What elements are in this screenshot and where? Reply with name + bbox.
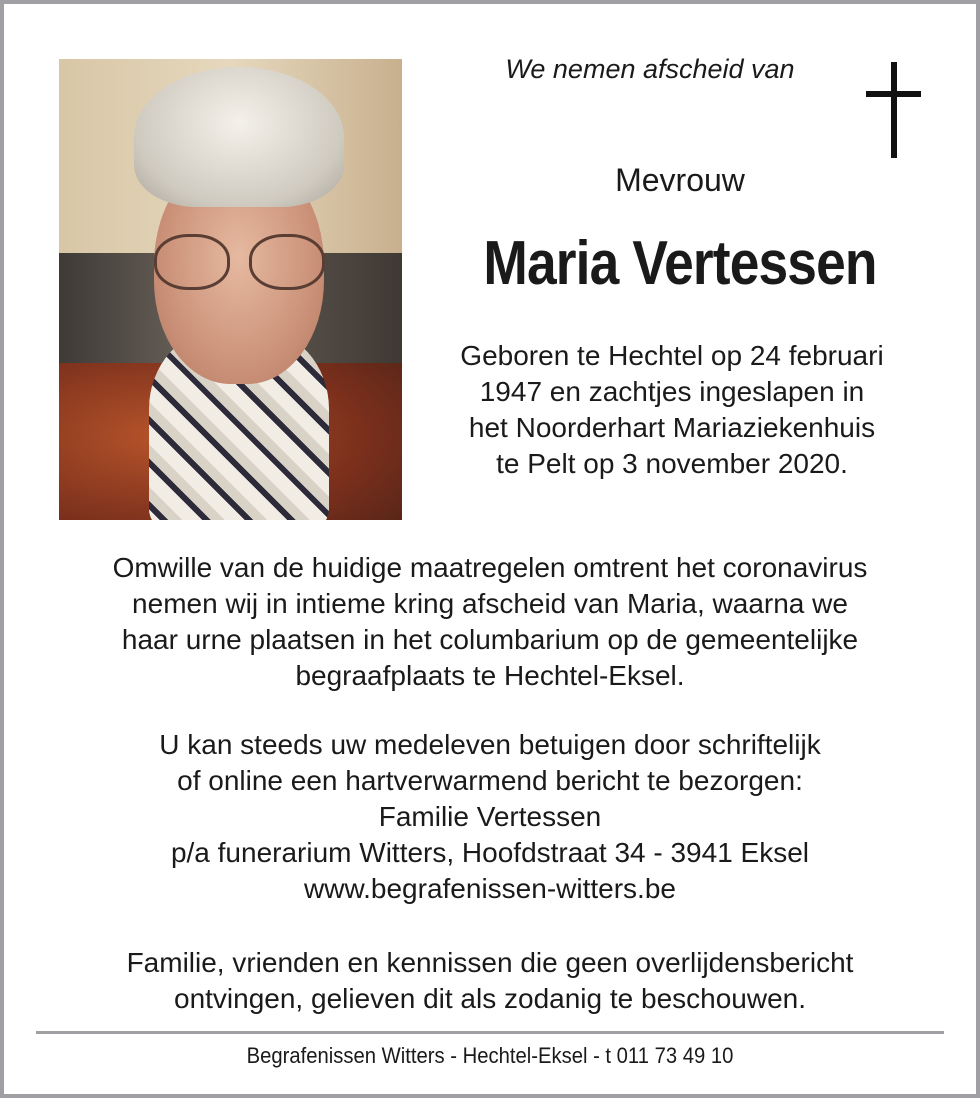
deceased-name: Maria Vertessen xyxy=(483,229,877,298)
paragraph-notice xyxy=(20,945,960,1017)
footer-divider xyxy=(36,1031,944,1034)
bio-text xyxy=(412,338,932,482)
paragraph-condolences xyxy=(20,727,960,907)
intro-text: We nemen afscheid van xyxy=(505,54,795,84)
text-line: begraafplaats te Hechtel-Eksel. xyxy=(295,660,685,691)
text-line: of online een hartverwarmend bericht te bezorgen: xyxy=(177,765,803,796)
text-line: Omwille van de huidige maatregelen omtrent het coronavirus xyxy=(112,552,868,583)
text-line: U kan steeds uw medeleven betuigen door schriftelijk xyxy=(159,729,821,760)
portrait-photo xyxy=(59,59,402,520)
paragraph-ceremony xyxy=(20,550,960,694)
text-line: p/a funerarium Witters, Hoofdstraat 34 - 3941 Eksel xyxy=(170,837,810,868)
text-line: ontvingen, gelieven dit als zodanig te beschouwen. xyxy=(174,983,806,1014)
text-line: Familie Vertessen xyxy=(378,801,602,832)
text-line: haar urne plaatsen in het columbarium op de gemeentelijke xyxy=(121,624,859,655)
bio-line: het Noorderhart Mariaziekenhuis xyxy=(468,412,876,443)
footer-text: Begrafenissen Witters - Hechtel-Eksel - t 011 73 49 10 xyxy=(246,1043,734,1068)
bio-line: Geboren te Hechtel op 24 februari xyxy=(460,340,884,371)
honorific: Mevrouw xyxy=(615,162,745,198)
text-line: nemen wij in intieme kring afscheid van Maria, waarna we xyxy=(132,588,848,619)
bio-line: 1947 en zachtjes ingeslapen in xyxy=(479,376,865,407)
text-line: Familie, vrienden en kennissen die geen overlijdensbericht xyxy=(126,947,854,978)
bio-line: te Pelt op 3 november 2020. xyxy=(496,448,848,479)
website-link[interactable]: www.begrafenissen-witters.be xyxy=(304,873,676,904)
